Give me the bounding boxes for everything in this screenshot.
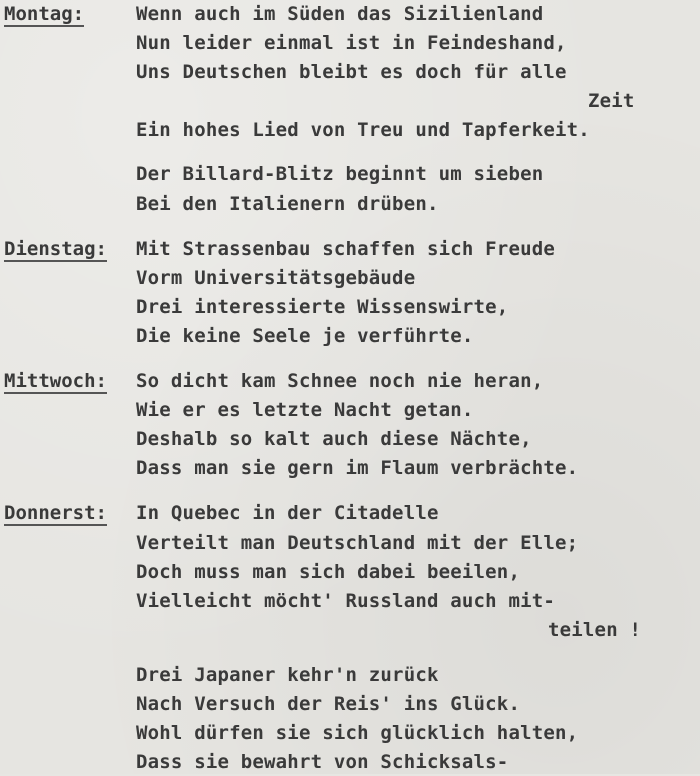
day-label-dienstag (4, 235, 107, 263)
verse-line: Nach Versuch der Reis' ins Glück. (136, 693, 521, 715)
verse-line: Mit Strassenbau schaffen sich Freude (136, 238, 556, 260)
verse-line: Nun leider einmal ist in Feindeshand, (136, 32, 567, 54)
verse-line: Bei den Italienern drüben. (136, 193, 439, 215)
verse-line: Doch muss man sich dabei beeilen, (136, 561, 521, 583)
verse-line: Vorm Universitätsgebäude (136, 267, 416, 289)
verse-line: Drei interessierte Wissenswirte, (136, 296, 509, 318)
verse-line: In Quebec in der Citadelle (136, 502, 439, 524)
day-label-text: Mittwoch: (4, 370, 107, 392)
day-label-text: Donnerst: (4, 502, 107, 524)
verse-line-continuation: Zeit (588, 90, 635, 112)
verse-line: Verteilt man Deutschland mit der Elle; (136, 532, 579, 554)
day-label-text: Dienstag: (4, 238, 107, 260)
verse-line: Der Billard-Blitz beginnt um sieben (136, 163, 544, 185)
verse-line: Wie er es letzte Nacht getan. (136, 399, 474, 421)
verse-line: Wenn auch im Süden das Sizilienland (136, 3, 544, 25)
verse-line: Die keine Seele je verführte. (136, 325, 474, 347)
verse-line: Ein hohes Lied von Treu und Tapferkeit. (136, 119, 590, 141)
verse-line-continuation: teilen ! (548, 619, 642, 641)
verse-line: Vielleicht möcht' Russland auch mit- (136, 590, 556, 612)
verse-line: Wohl dürfen sie sich glücklich halten, (136, 722, 579, 744)
day-label-mittwoch (4, 367, 107, 395)
verse-line: Dass man sie gern im Flaum verbrächte. (136, 457, 579, 479)
verse-line: Deshalb so kalt auch diese Nächte, (136, 428, 532, 450)
day-label-montag (4, 0, 84, 28)
verse-line: So dicht kam Schnee noch nie heran, (136, 370, 544, 392)
verse-line: Dass sie bewahrt von Schicksals- (136, 751, 509, 773)
verse-line: Uns Deutschen bleibt es doch für alle (136, 61, 567, 83)
verse-line: Drei Japaner kehr'n zurück (136, 664, 439, 686)
day-label-text: Montag: (4, 3, 85, 25)
day-label-donnerstag (4, 499, 107, 527)
